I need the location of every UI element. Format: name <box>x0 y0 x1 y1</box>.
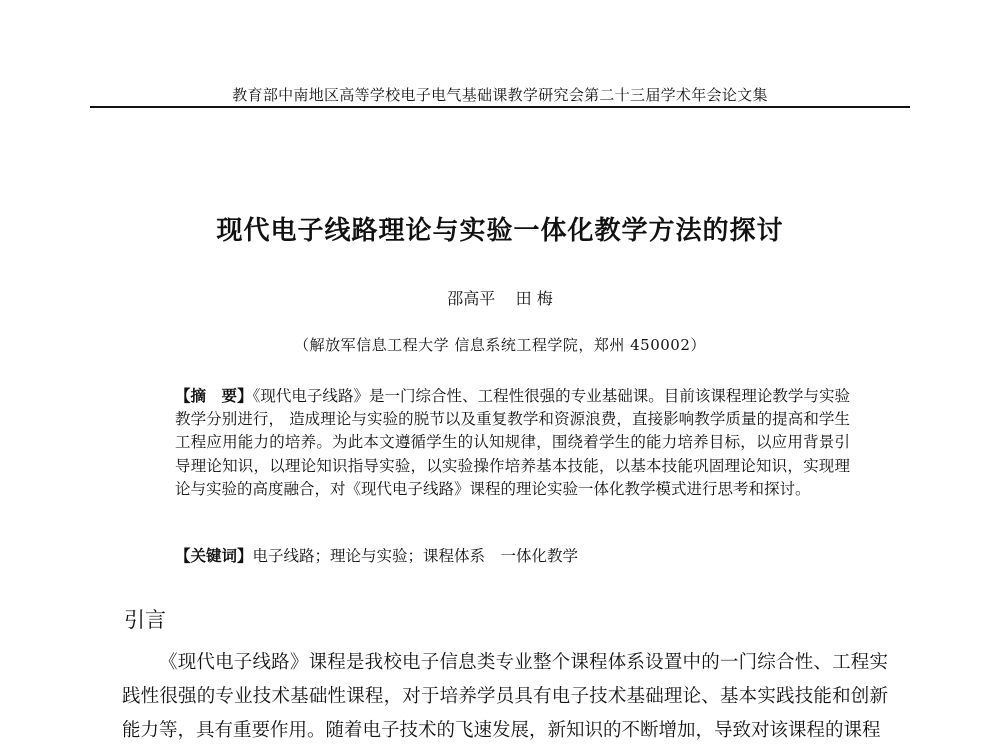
paper-title: 现代电子线路理论与实验一体化教学方法的探讨 <box>216 216 784 246</box>
authors: 邵高平 田 梅 <box>447 289 553 308</box>
header-rule <box>90 106 910 108</box>
abstract-text: 《现代电子线路》是一门综合性、工程性很强的专业基础课。目前该课程理论教学与实验教学分别进行， 造成理论与实验的脱节以及重复教学和资源浪费，直接影响教学质量的提高和学生工程应用能力的培养。为此本文遵循学生的认知规律，围绕着学生的能力培养目标，以应用背景引导理论知识，以理论知识指导实验，以实验操作培养基本技能，以基本技能巩固理论知识，实现理论与实验的高度融合，对《现代电子线路》课程的理论实验一体化教学模式进行思考和探讨。 <box>175 387 850 498</box>
keywords-text: 电子线路；理论与实验；课程体系 一体化教学 <box>252 547 579 565</box>
abstract <box>175 384 850 501</box>
abstract-label: 【摘 要】 <box>175 386 253 405</box>
running-header: 教育部中南地区高等学校电子电气基础课教学研究会第二十三届学术年会论文集 <box>232 86 768 104</box>
keywords-label: 【关键词】 <box>175 546 253 565</box>
section-heading: 引言 <box>124 608 166 632</box>
keywords <box>175 544 850 568</box>
affiliation: （解放军信息工程大学 信息系统工程学院，郑州 450002） <box>294 336 706 354</box>
body-paragraph: 《现代电子线路》课程是我校电子信息类专业整个课程体系设置中的一门综合性、工程实践性很强的专业技术基础性课程，对于培养学员具有电子技术基础理论、基本实践技能和创新能力等，具有重要作用。随着电子技术的飞速发展，新知识的不断增加，导致对该课程的课程 <box>122 652 888 741</box>
